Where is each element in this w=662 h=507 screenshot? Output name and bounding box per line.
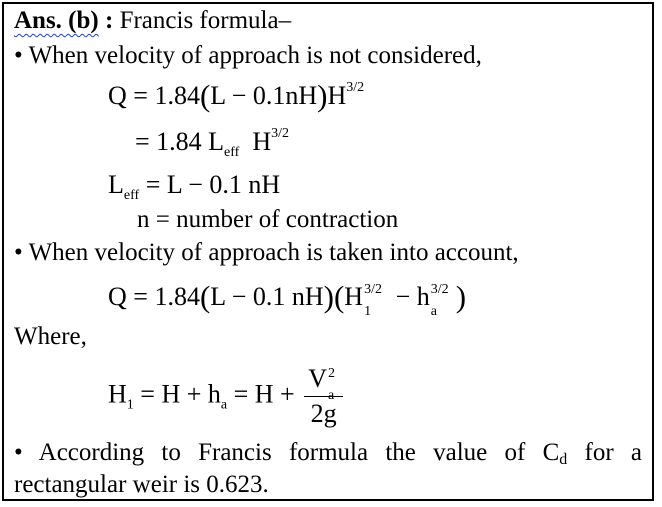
eq4-h1-scripts bbox=[363, 282, 389, 319]
eq3-rhs: = L − 0.1 nH bbox=[145, 170, 281, 199]
fraction-numerator bbox=[304, 362, 343, 403]
eq5-velocity-scripts bbox=[327, 366, 339, 403]
eq4-close-paren-2: ) bbox=[455, 279, 467, 314]
eq5-velocity-subscript: a bbox=[328, 388, 335, 403]
fraction-denominator: 2g bbox=[310, 399, 337, 428]
eq1-open-paren: ( bbox=[199, 78, 211, 113]
eq3-base: L bbox=[108, 170, 124, 199]
eq4-ha-scripts bbox=[430, 282, 456, 319]
eq4-inner: L − 0.1 nH bbox=[210, 282, 324, 311]
eq4-h1: H bbox=[344, 282, 364, 311]
eq1-lhs: Q = 1.84 bbox=[108, 81, 200, 110]
eq1-close-paren: ) bbox=[317, 78, 328, 113]
eq2-subscript: eff bbox=[224, 145, 240, 160]
equation-total-head bbox=[108, 362, 343, 431]
bullet-dot: • bbox=[14, 42, 23, 69]
bullet-velocity-considered bbox=[14, 238, 519, 268]
eq1-inner: L − 0.1nH bbox=[210, 81, 318, 110]
eq1-exponent: 3/2 bbox=[346, 80, 365, 95]
velocity-head-fraction bbox=[304, 362, 343, 431]
eq4-h1-subscript: 1 bbox=[364, 304, 372, 319]
eq5-mid1: = H + h bbox=[133, 379, 221, 409]
eq5-ha-subscript: a bbox=[220, 397, 228, 413]
answer-heading bbox=[14, 6, 291, 36]
bullet-francis-coefficient-line1 bbox=[14, 438, 642, 468]
bullet-dot: • bbox=[14, 239, 23, 266]
eq5-velocity: V bbox=[308, 364, 327, 393]
note-contraction: n = number of contraction bbox=[137, 206, 399, 233]
bullet-text-end: for a bbox=[584, 439, 642, 466]
equation-discharge-effective bbox=[135, 126, 290, 160]
eq2-lhs: = 1.84 L bbox=[135, 127, 225, 156]
eq4-open-paren: ( bbox=[199, 279, 211, 314]
answer-label: Ans. (b) bbox=[14, 7, 99, 34]
eq4-open-paren-2: ( bbox=[333, 279, 345, 314]
eq5-h-subscript: 1 bbox=[126, 397, 134, 413]
answer-title: Francis formula– bbox=[119, 7, 292, 34]
bullet-text: According to Francis formula the value of C bbox=[38, 439, 560, 466]
equation-effective-length bbox=[108, 170, 281, 203]
eq4-minus: − bbox=[389, 282, 417, 311]
eq5-velocity-exponent: 2 bbox=[328, 366, 335, 381]
bullet-text: When velocity of approach is taken into account, bbox=[28, 239, 519, 266]
eq5-h: H bbox=[108, 379, 127, 409]
eq5-mid2: = H + bbox=[227, 379, 302, 409]
bullet-text: When velocity of approach is not considered, bbox=[28, 42, 482, 69]
eq2-head: H bbox=[252, 127, 272, 156]
eq4-ha: h bbox=[416, 282, 430, 311]
answer-colon: : bbox=[105, 7, 114, 34]
bullet-dot: • bbox=[14, 439, 23, 466]
equation-discharge-basic bbox=[108, 78, 365, 113]
eq4-close-paren: ) bbox=[323, 279, 334, 314]
cd-subscript: d bbox=[559, 451, 568, 468]
bullet-velocity-not-considered bbox=[14, 41, 482, 71]
equation-discharge-approach bbox=[108, 279, 467, 319]
eq4-lhs: Q = 1.84 bbox=[108, 282, 200, 311]
eq4-ha-subscript: a bbox=[430, 304, 437, 319]
eq3-subscript: eff bbox=[123, 188, 140, 203]
eq4-ha-exponent: 3/2 bbox=[430, 282, 449, 297]
bullet-francis-coefficient-line2: rectangular weir is 0.623. bbox=[14, 471, 269, 498]
where-label: Where, bbox=[14, 323, 87, 350]
eq1-head: H bbox=[327, 81, 347, 110]
eq2-exponent: 3/2 bbox=[271, 126, 290, 141]
eq4-h1-exponent: 3/2 bbox=[364, 282, 382, 297]
